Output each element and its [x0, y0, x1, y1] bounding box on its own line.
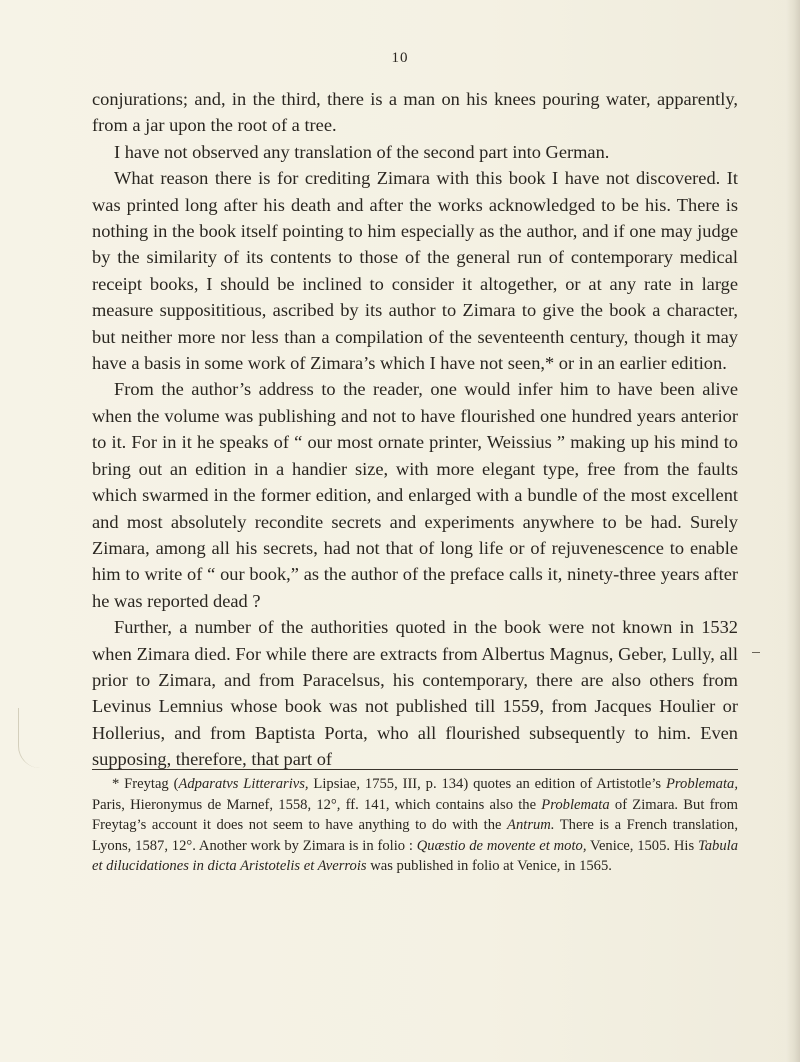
paragraph: What reason there is for crediting Zimara with this book I have not discovered. It was printed long after his death and after the works acknowledged to be his. There is nothing in the book itself pointing to him especially as the author, and if one may judge by the similarity of its contents to those of the general run of contemporary medical receipt books, I should be inclined to consider it altogether, or at any rate in large measure supposititious, ascribed by its author to Zimara to give the book a character, but neither more nor less than a compilation of the seventeenth century, though it may have a basis in some work of Zimara’s which I have not seen,* or in an earlier edition. [92, 168, 738, 374]
margin-mark [752, 652, 760, 653]
paper-crease [18, 708, 41, 768]
footnote-text: There is a French translation, Lyons, 1587, 12°. Another work by Zimara is in folio : [92, 817, 738, 854]
footnote-divider [92, 769, 738, 770]
paragraph: I have not observed any translation of the second part into German. [114, 141, 610, 162]
page-edge-shadow [786, 0, 800, 1062]
paragraph: conjurations; and, in the third, there is a man on his knees pouring water, apparently, from a jar upon the root of a tree. [92, 89, 738, 136]
footnote-title-italic: Problemata, [665, 776, 738, 792]
footnote-title-italic: Tabula et dilucidationes in dicta Aristotelis et Averrois [92, 837, 738, 875]
footnote-text: was published in folio at Venice, in 1565. [366, 858, 612, 875]
footnote-title-italic: Quæstio de movente et moto, [416, 837, 587, 854]
footnote-text: of Zimara. But from Freytag’s account it does not seem to have anything to do with the [92, 796, 738, 834]
footnote-title-italic: Adparatvs Litterarivs, [178, 776, 309, 792]
footnote [92, 774, 738, 877]
footnote-text: * Freytag ( [112, 776, 179, 792]
footnote-title-italic: Antrum. [507, 817, 555, 834]
footnote-text: Venice, 1505. His [586, 837, 698, 854]
body-text [92, 86, 738, 773]
footnote-text: Paris, Hieronymus de Marnef, 1558, 12°, ff. 141, which contains also the [92, 796, 542, 813]
footnote-text: Lipsiae, 1755, III, p. 134) quotes an edition of Artistotle’s [308, 776, 666, 792]
paragraph: From the author’s address to the reader, one would infer him to have been alive when the volume was publishing and not to have flourished one hundred years anterior to it. For in it he speaks of “ our most ornate printer, Weissius ” making up his mind to bring out an edition in a handier size, with more elegant type, free from the faults which swarmed in the former edition, and enlarged with a bundle of the most excellent and most absolutely recondite secrets and experiments anywhere to be had. Surely Zimara, among all his secrets, had not that of long life or of rejuvenescence to enable him to write of “ our book,” as the author of the preface calls it, ninety-three years after he was reported dead ? [92, 379, 738, 611]
footnote-title-italic: Problemata [541, 796, 610, 813]
page-number: 10 [391, 50, 409, 66]
paragraph: Further, a number of the authorities quoted in the book were not known in 1532 when Zimara died. For while there are extracts from Albertus Magnus, Geber, Lully, all prior to Zimara, and from Paracelsus, his contemporary, there are also others from Levinus Lemnius whose book was not published till 1559, from Jacques Houlier or Hollerius, and from Baptista Porta, who all flourished subsequently to him. Even supposing, therefore, that part of [92, 617, 738, 770]
